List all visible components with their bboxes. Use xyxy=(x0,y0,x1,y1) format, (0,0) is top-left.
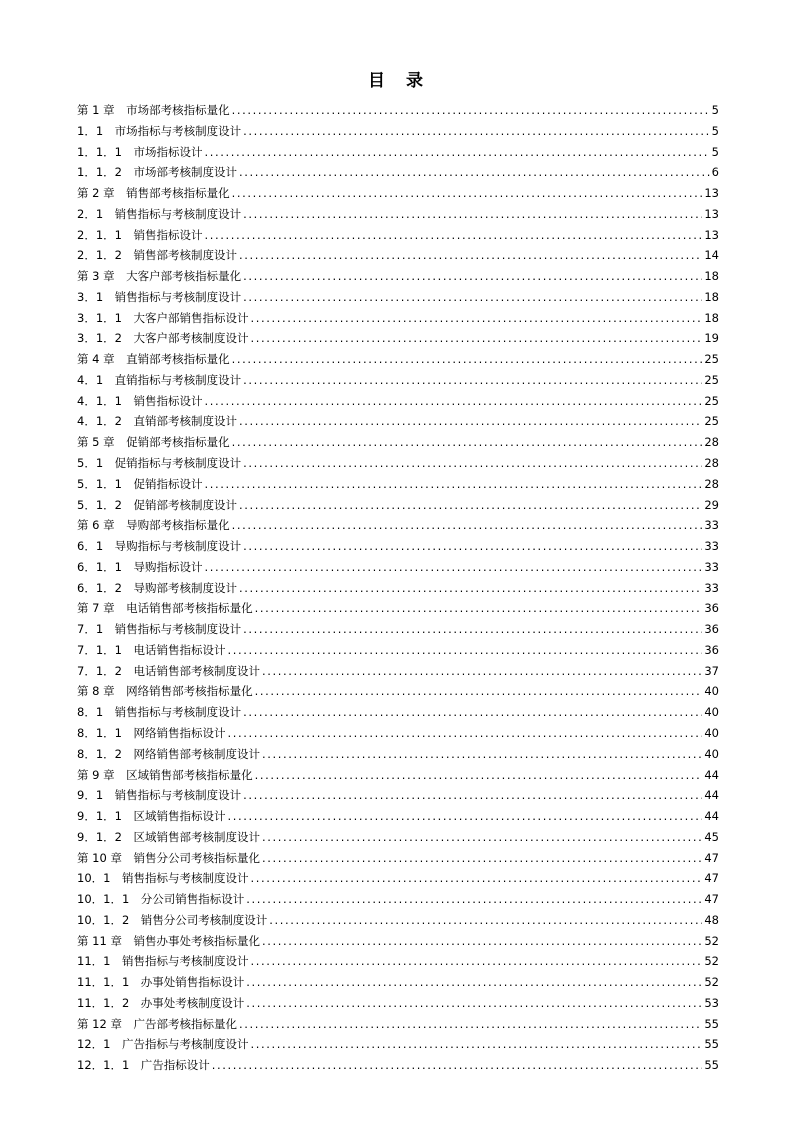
toc-entry-page: 40 xyxy=(704,705,719,720)
toc-entry-label: 第 2 章 销售部考核指标量化 xyxy=(77,186,230,201)
toc-entry-page: 19 xyxy=(704,331,719,346)
dot-leader xyxy=(250,308,702,329)
toc-entry-label: 第 7 章 电话销售部考核指标量化 xyxy=(77,601,253,616)
toc-entry-page: 25 xyxy=(704,414,719,429)
toc-entry[interactable] xyxy=(77,308,719,329)
toc-entry-page: 28 xyxy=(704,435,719,450)
toc-entry-label: 4．1 直销指标与考核制度设计 xyxy=(77,372,242,387)
toc-entry-page: 37 xyxy=(704,663,719,678)
toc-entry-label: 2．1．2 销售部考核制度设计 xyxy=(77,248,237,263)
toc-entry-page: 52 xyxy=(704,933,719,948)
toc-entry-page: 5 xyxy=(711,144,719,159)
dot-leader xyxy=(262,661,702,682)
toc-entry-page: 55 xyxy=(704,1037,719,1052)
dot-leader xyxy=(243,536,702,557)
toc-entry-label: 第 1 章 市场部考核指标量化 xyxy=(77,103,230,117)
toc-entry[interactable] xyxy=(77,287,719,308)
toc-entry-page: 6 xyxy=(711,165,719,180)
dot-leader xyxy=(204,391,702,412)
toc-entry-label: 3．1．1 大客户部销售指标设计 xyxy=(77,310,249,325)
toc-entry-label: 10．1．2 销售分公司考核制度设计 xyxy=(77,912,268,927)
toc-entry-label: 3．1 销售指标与考核制度设计 xyxy=(77,289,242,304)
toc-entry[interactable] xyxy=(77,868,719,889)
dot-leader xyxy=(243,287,702,308)
toc-entry[interactable] xyxy=(77,162,719,183)
toc-entry[interactable] xyxy=(77,495,719,516)
dot-leader xyxy=(204,474,702,495)
toc-entry[interactable] xyxy=(77,183,719,204)
toc-entry[interactable] xyxy=(77,432,719,453)
toc-entry[interactable] xyxy=(77,889,719,910)
toc-entry-page: 33 xyxy=(704,539,719,554)
toc-entry[interactable] xyxy=(77,142,719,163)
toc-entry-label: 12．1 广告指标与考核制度设计 xyxy=(77,1037,249,1052)
dot-leader xyxy=(243,121,710,142)
toc-entry-page: 47 xyxy=(704,850,719,865)
toc-entry[interactable] xyxy=(77,993,719,1014)
toc-entry[interactable] xyxy=(77,827,719,848)
toc-entry[interactable] xyxy=(77,266,719,287)
toc-entry[interactable] xyxy=(77,225,719,246)
toc-entry-page: 55 xyxy=(704,1058,719,1073)
toc-entry-page: 5 xyxy=(711,103,719,117)
toc-entry-label: 8．1 销售指标与考核制度设计 xyxy=(77,705,242,720)
toc-entry[interactable] xyxy=(77,370,719,391)
toc-entry-page: 18 xyxy=(704,269,719,284)
dot-leader xyxy=(246,993,702,1014)
dot-leader xyxy=(255,765,703,786)
toc-entry[interactable] xyxy=(77,951,719,972)
toc-entry[interactable] xyxy=(77,349,719,370)
toc-entry-page: 52 xyxy=(704,954,719,969)
dot-leader xyxy=(239,578,702,599)
toc-entry-page: 13 xyxy=(704,206,719,221)
toc-entry-page: 47 xyxy=(704,871,719,886)
toc-entry[interactable] xyxy=(77,681,719,702)
toc-entry[interactable] xyxy=(77,931,719,952)
toc-entry-label: 6．1．1 导购指标设计 xyxy=(77,559,203,574)
toc-entry[interactable] xyxy=(77,848,719,869)
toc-entry-label: 1．1．1 市场指标设计 xyxy=(77,144,203,159)
toc-entry-label: 第 12 章 广告部考核指标量化 xyxy=(77,1016,237,1031)
toc-entry-label: 第 8 章 网络销售部考核指标量化 xyxy=(77,684,253,699)
toc-entry[interactable] xyxy=(77,411,719,432)
dot-leader xyxy=(262,848,702,869)
dot-leader xyxy=(250,868,702,889)
dot-leader xyxy=(243,785,702,806)
dot-leader xyxy=(246,972,702,993)
dot-leader xyxy=(250,328,702,349)
toc-entry[interactable] xyxy=(77,557,719,578)
toc-entry-page: 36 xyxy=(704,642,719,657)
toc-entry[interactable] xyxy=(77,474,719,495)
toc-entry[interactable] xyxy=(77,972,719,993)
toc-entry[interactable] xyxy=(77,515,719,536)
toc-entry-page: 44 xyxy=(704,809,719,824)
toc-entry-label: 8．1．2 网络销售部考核制度设计 xyxy=(77,746,260,761)
dot-leader xyxy=(232,183,703,204)
dot-leader xyxy=(232,349,703,370)
toc-entry[interactable] xyxy=(77,121,719,142)
toc-entry-label: 6．1．2 导购部考核制度设计 xyxy=(77,580,237,595)
dot-leader xyxy=(204,557,702,578)
toc-entry-page: 13 xyxy=(704,186,719,201)
toc-entry[interactable] xyxy=(77,204,719,225)
page-title: 目 录 xyxy=(368,71,425,91)
dot-leader xyxy=(204,225,702,246)
toc-entry[interactable] xyxy=(77,640,719,661)
toc-entry[interactable] xyxy=(77,1055,719,1076)
toc-entry-page: 14 xyxy=(704,248,719,263)
toc-entry-page: 25 xyxy=(704,372,719,387)
toc-entry-label: 4．1．2 直销部考核制度设计 xyxy=(77,414,237,429)
toc-entry-label: 10．1．1 分公司销售指标设计 xyxy=(77,892,245,907)
toc-entry-label: 2．1．1 销售指标设计 xyxy=(77,227,203,242)
toc-entry-page: 45 xyxy=(704,829,719,844)
dot-leader xyxy=(204,142,709,163)
dot-leader xyxy=(262,827,702,848)
toc-entry-page: 33 xyxy=(704,518,719,533)
dot-leader xyxy=(243,453,702,474)
toc-entry-label: 第 3 章 大客户部考核指标量化 xyxy=(77,269,242,284)
toc-entry[interactable] xyxy=(77,391,719,412)
toc-entry-label: 9．1 销售指标与考核制度设计 xyxy=(77,788,242,803)
toc-entry-label: 5．1．2 促销部考核制度设计 xyxy=(77,497,237,512)
toc-entry-label: 第 11 章 销售办事处考核指标量化 xyxy=(77,933,260,948)
toc-entry-label: 5．1 促销指标与考核制度设计 xyxy=(77,456,242,471)
dot-leader xyxy=(243,619,702,640)
dot-leader xyxy=(227,640,702,661)
toc-entry-label: 11．1．1 办事处销售指标设计 xyxy=(77,975,245,990)
toc-entry[interactable] xyxy=(77,1014,719,1035)
toc-entry[interactable] xyxy=(77,328,719,349)
toc-entry-label: 1．1．2 市场部考核制度设计 xyxy=(77,165,237,180)
toc-entry-label: 9．1．1 区域销售指标设计 xyxy=(77,809,226,824)
dot-leader xyxy=(239,1014,702,1035)
toc-entry-page: 33 xyxy=(704,559,719,574)
dot-leader xyxy=(243,204,702,225)
dot-leader xyxy=(232,515,703,536)
toc-entry-page: 33 xyxy=(704,580,719,595)
dot-leader xyxy=(232,432,703,453)
toc-entry-label: 7．1．1 电话销售指标设计 xyxy=(77,642,226,657)
toc-entry-label: 7．1 销售指标与考核制度设计 xyxy=(77,622,242,637)
toc-entry-label: 第 9 章 区域销售部考核指标量化 xyxy=(77,767,253,782)
toc-entry[interactable] xyxy=(77,1034,719,1055)
toc-entry-page: 5 xyxy=(711,123,719,138)
toc-entry-label: 第 5 章 促销部考核指标量化 xyxy=(77,435,230,450)
dot-leader xyxy=(262,931,702,952)
toc-entry-page: 29 xyxy=(704,497,719,512)
dot-leader xyxy=(255,598,703,619)
dot-leader xyxy=(269,910,702,931)
toc-entry-page: 18 xyxy=(704,289,719,304)
toc-entry-label: 1．1 市场指标与考核制度设计 xyxy=(77,123,242,138)
toc-entry-label: 5．1．1 促销指标设计 xyxy=(77,476,203,491)
toc-entry-label: 10．1 销售指标与考核制度设计 xyxy=(77,871,249,886)
dot-leader xyxy=(239,245,702,266)
toc-entry-label: 7．1．2 电话销售部考核制度设计 xyxy=(77,663,260,678)
dot-leader xyxy=(255,681,703,702)
toc-entry-label: 9．1．2 区域销售部考核制度设计 xyxy=(77,829,260,844)
toc-entry[interactable] xyxy=(77,245,719,266)
toc-entry[interactable] xyxy=(77,744,719,765)
dot-leader xyxy=(243,266,702,287)
toc-entry-label: 3．1．2 大客户部考核制度设计 xyxy=(77,331,249,346)
dot-leader xyxy=(239,495,702,516)
toc-entry-page: 13 xyxy=(704,227,719,242)
dot-leader xyxy=(250,951,702,972)
toc-entry-page: 28 xyxy=(704,456,719,471)
dot-leader xyxy=(239,411,702,432)
toc-entry-page: 44 xyxy=(704,767,719,782)
toc-entry[interactable] xyxy=(77,765,719,786)
dot-leader xyxy=(262,744,702,765)
toc-entry-page: 40 xyxy=(704,684,719,699)
toc-entry-page: 28 xyxy=(704,476,719,491)
toc-entry-page: 25 xyxy=(704,352,719,367)
dot-leader xyxy=(232,100,710,121)
toc-entry-page: 36 xyxy=(704,601,719,616)
toc-entry[interactable] xyxy=(77,100,719,121)
toc-entry-page: 55 xyxy=(704,1016,719,1031)
toc-entry-page: 47 xyxy=(704,892,719,907)
toc-entry-label: 6．1 导购指标与考核制度设计 xyxy=(77,539,242,554)
toc-entry-label: 4．1．1 销售指标设计 xyxy=(77,393,203,408)
toc-entry[interactable] xyxy=(77,702,719,723)
toc-entry-label: 11．1．2 办事处考核制度设计 xyxy=(77,995,245,1010)
toc-entry-page: 52 xyxy=(704,975,719,990)
toc-entry[interactable] xyxy=(77,806,719,827)
toc-entry-page: 53 xyxy=(704,995,719,1010)
toc-entry-label: 第 6 章 导购部考核指标量化 xyxy=(77,518,230,533)
toc-entry-page: 40 xyxy=(704,725,719,740)
toc-entry[interactable] xyxy=(77,536,719,557)
toc-entry[interactable] xyxy=(77,661,719,682)
toc-entry[interactable] xyxy=(77,723,719,744)
dot-leader xyxy=(239,162,710,183)
toc-entry-label: 第 10 章 销售分公司考核指标量化 xyxy=(77,850,260,865)
toc-entry[interactable] xyxy=(77,598,719,619)
dot-leader xyxy=(243,702,702,723)
toc-entry-page: 48 xyxy=(704,912,719,927)
toc-entry-label: 8．1．1 网络销售指标设计 xyxy=(77,725,226,740)
toc-entry-page: 44 xyxy=(704,788,719,803)
toc-entry[interactable] xyxy=(77,453,719,474)
toc-entry[interactable] xyxy=(77,785,719,806)
toc-entry[interactable] xyxy=(77,578,719,599)
toc-entry-page: 36 xyxy=(704,622,719,637)
toc-entry-page: 40 xyxy=(704,746,719,761)
toc-entry[interactable] xyxy=(77,910,719,931)
dot-leader xyxy=(227,806,702,827)
dot-leader xyxy=(212,1055,703,1076)
dot-leader xyxy=(246,889,702,910)
dot-leader xyxy=(243,370,702,391)
toc-entry[interactable] xyxy=(77,619,719,640)
table-of-contents xyxy=(77,100,719,1076)
dot-leader xyxy=(227,723,702,744)
toc-entry-label: 11．1 销售指标与考核制度设计 xyxy=(77,954,249,969)
toc-entry-label: 第 4 章 直销部考核指标量化 xyxy=(77,352,230,367)
toc-entry-page: 18 xyxy=(704,310,719,325)
dot-leader xyxy=(250,1034,702,1055)
toc-entry-page: 25 xyxy=(704,393,719,408)
toc-entry-label: 2．1 销售指标与考核制度设计 xyxy=(77,206,242,221)
toc-entry-label: 12．1．1 广告指标设计 xyxy=(77,1058,210,1073)
